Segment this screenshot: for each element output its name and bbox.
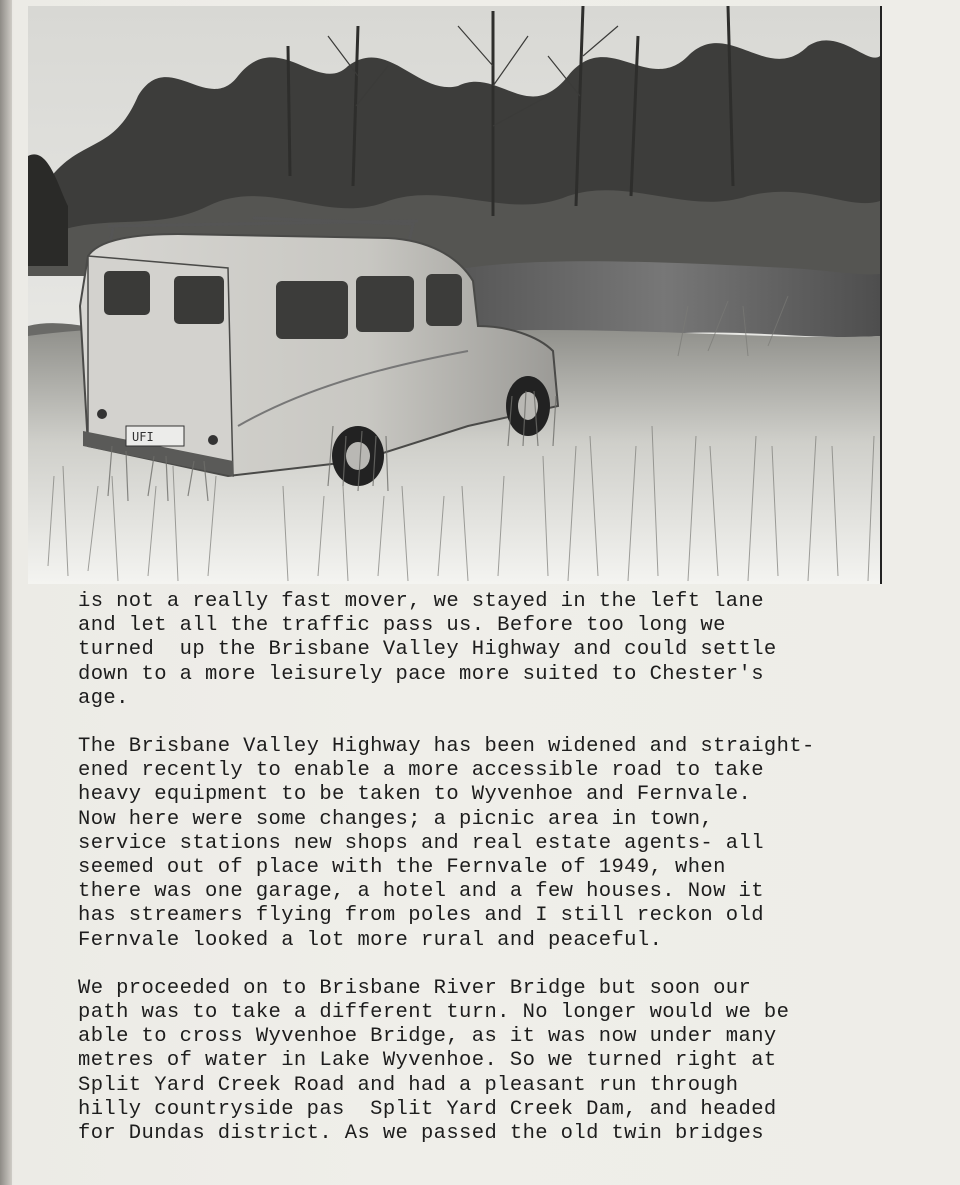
paragraph-3 [78,977,938,1146]
text-line: down to a more leisurely pace more suited to Chester's [78,662,764,686]
text-line: ened recently to enable a more accessible road to take [78,759,764,783]
vintage-van-photo [28,6,882,584]
paragraph-1 [78,590,938,711]
text-line: is not a really fast mover, we stayed in the left lane [78,590,764,613]
binding-shadow [0,0,12,1185]
text-line: Now here were some changes; a picnic area in town, [78,807,714,831]
photo-illustration [28,6,880,584]
text-line: heavy equipment to be taken to Wyvenhoe and Fernvale. [78,783,752,807]
text-line: there was one garage, a hotel and a few houses. Now it [78,880,764,904]
text-line: service stations new shops and real estate agents- all [78,831,764,855]
text-line: The Brisbane Valley Highway has been widened and straight- [78,735,815,759]
text-line: metres of water in Lake Wyvenhoe. So we turned right at [78,1049,777,1073]
van-number-plate: UFI [132,430,154,444]
text-line: and let all the traffic pass us. Before too long we [78,614,726,638]
text-line: for Dundas district. As we passed the old twin bridges [78,1122,764,1146]
text-line: hilly countryside pas Split Yard Creek Dam, and headed [78,1097,777,1121]
text-line: seemed out of place with the Fernvale of 1949, when [78,856,726,880]
creek-water [448,261,880,339]
article-text [78,590,938,1170]
text-line: Fernvale looked a lot more rural and peaceful. [78,928,663,952]
text-line: has streamers flying from poles and I still reckon old [78,904,764,928]
text-line: age. [78,686,129,710]
text-line: able to cross Wyvenhoe Bridge, as it was now under many [78,1025,777,1049]
paragraph-2 [78,735,938,953]
text-line: We proceeded on to Brisbane River Bridge but soon our [78,976,752,1000]
text-line: turned up the Brisbane Valley Highway and could settle [78,638,777,662]
text-line: Split Yard Creek Road and had a pleasant run through [78,1073,739,1097]
text-line: path was to take a different turn. No longer would we be [78,1001,790,1025]
